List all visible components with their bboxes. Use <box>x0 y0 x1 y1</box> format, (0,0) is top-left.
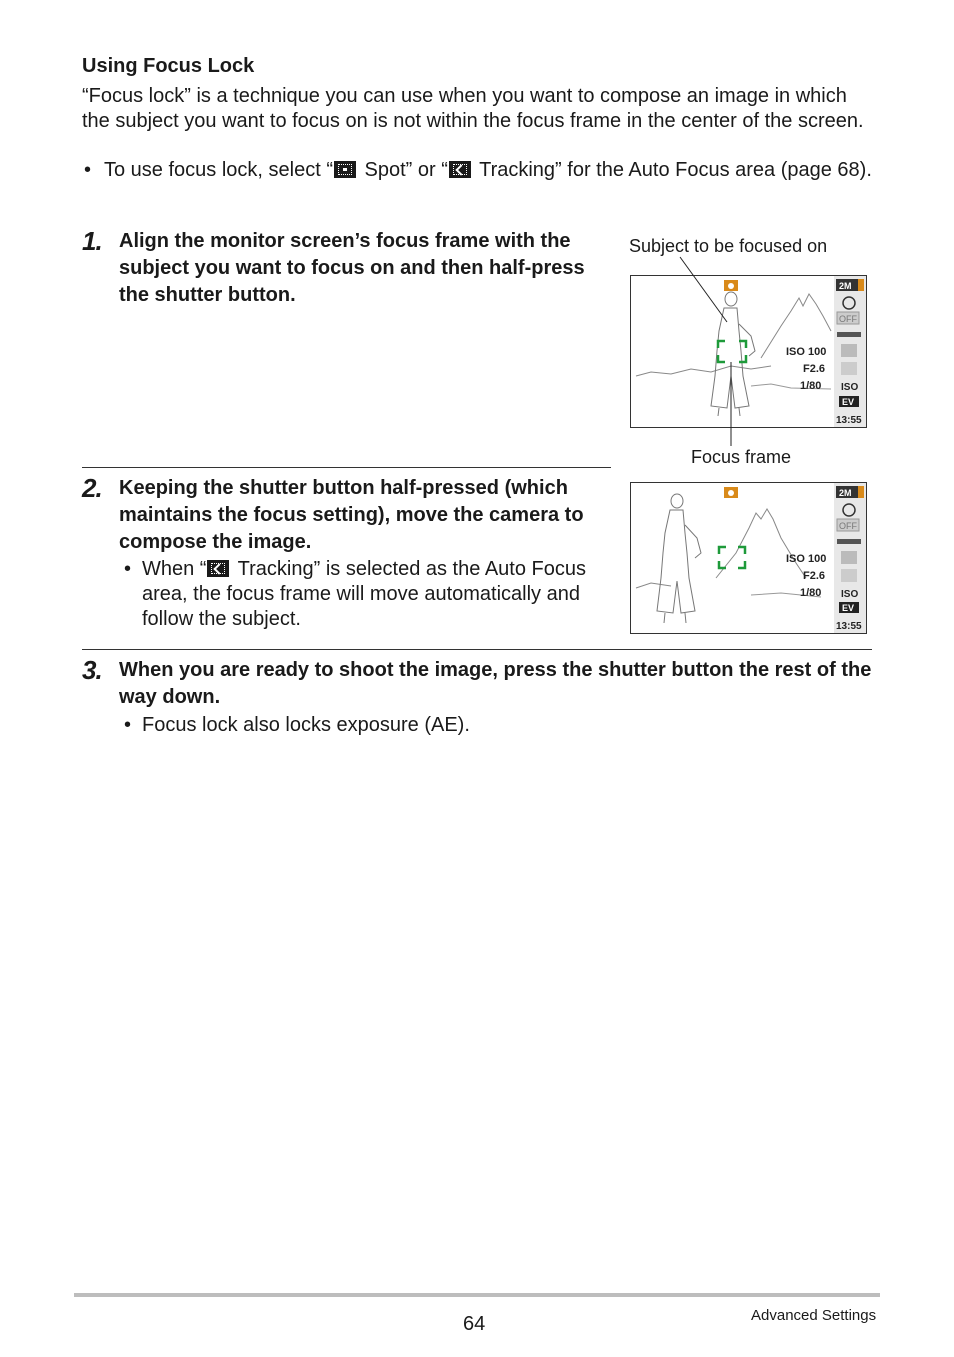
iso-readout: ISO 100 <box>786 346 827 358</box>
callout-subject-label: Subject to be focused on <box>629 236 828 256</box>
footer-rule <box>74 1293 880 1297</box>
bullet-text-3: Tracking” for the Auto Focus area (page 68). <box>473 159 872 181</box>
bullet-mark: • <box>124 558 132 580</box>
aperture-readout: F2.6 <box>803 363 826 375</box>
monitor-screen-2 <box>630 482 867 634</box>
spot-af-icon <box>334 161 356 178</box>
step-2-bullet <box>124 557 594 632</box>
step-3-number: 3. <box>82 655 102 685</box>
flash-off-icon: OFF <box>839 314 857 324</box>
monitor-screen-2-drawing <box>631 483 867 634</box>
step-2-text: Keeping the shutter button half-pressed (which maintains the focus setting), move the camera to compose the image. <box>119 477 584 553</box>
ev-icon: EV <box>842 397 855 407</box>
footer-section-name: Advanced Settings <box>751 1307 877 1324</box>
subject-figure <box>657 494 701 623</box>
bullet-mark: • <box>124 714 132 736</box>
step-3-text: When you are ready to shoot the image, press the shutter button the rest of the way down. <box>119 659 872 708</box>
tracking-af-icon <box>449 161 471 178</box>
intro-bullet <box>84 158 874 183</box>
iso-readout: ISO 100 <box>786 553 827 565</box>
iso-icon: ISO <box>841 382 859 393</box>
step-2-bullet-text-2: Tracking” is selected as the Auto Focus area, the focus frame will move automatically and follow the subject. <box>142 558 586 630</box>
shutter-readout: 1/80 <box>800 587 822 599</box>
time-readout: 13:55 <box>836 621 862 632</box>
aperture-readout: F2.6 <box>803 570 826 582</box>
shutter-readout: 1/80 <box>800 380 822 392</box>
drive-mode-icon <box>841 569 857 582</box>
section-heading: Using Focus Lock <box>82 55 255 77</box>
bullet-mark: • <box>84 159 92 181</box>
bullet-text-2: Spot” or “ <box>358 159 448 181</box>
iso-icon: ISO <box>841 589 859 600</box>
step-1-divider <box>82 467 611 468</box>
camera-mode-icon <box>724 487 738 498</box>
page-number: 64 <box>463 1313 486 1335</box>
flash-off-icon: OFF <box>839 521 857 531</box>
face-detect-icon <box>841 551 857 564</box>
image-size-icon: 2M <box>839 281 852 291</box>
step-3-bullet <box>124 713 824 738</box>
tracking-af-icon <box>207 560 229 577</box>
bullet-text-1: To use focus lock, select “ <box>104 159 333 181</box>
step-2-number: 2. <box>82 473 102 503</box>
callout-lines <box>600 250 880 460</box>
step-1-number: 1. <box>82 226 102 256</box>
step-1-text: Align the monitor screen’s focus frame with the subject you want to focus on and then half-press the shutter button. <box>119 230 585 306</box>
intro-paragraph: “Focus lock” is a technique you can use when you want to compose an image in which the subject you want to focus on is not within the focus frame in the center of the screen. <box>82 85 864 132</box>
image-size-icon: 2M <box>839 488 852 498</box>
step-2-divider <box>82 649 872 650</box>
time-readout: 13:55 <box>836 415 862 426</box>
callout-frame-label: Focus frame <box>691 447 792 467</box>
step-3-bullet-text: Focus lock also locks exposure (AE). <box>142 714 470 736</box>
af-area-icon <box>837 539 861 544</box>
ev-icon: EV <box>842 603 855 613</box>
step-2-bullet-text-1: When “ <box>142 558 207 580</box>
